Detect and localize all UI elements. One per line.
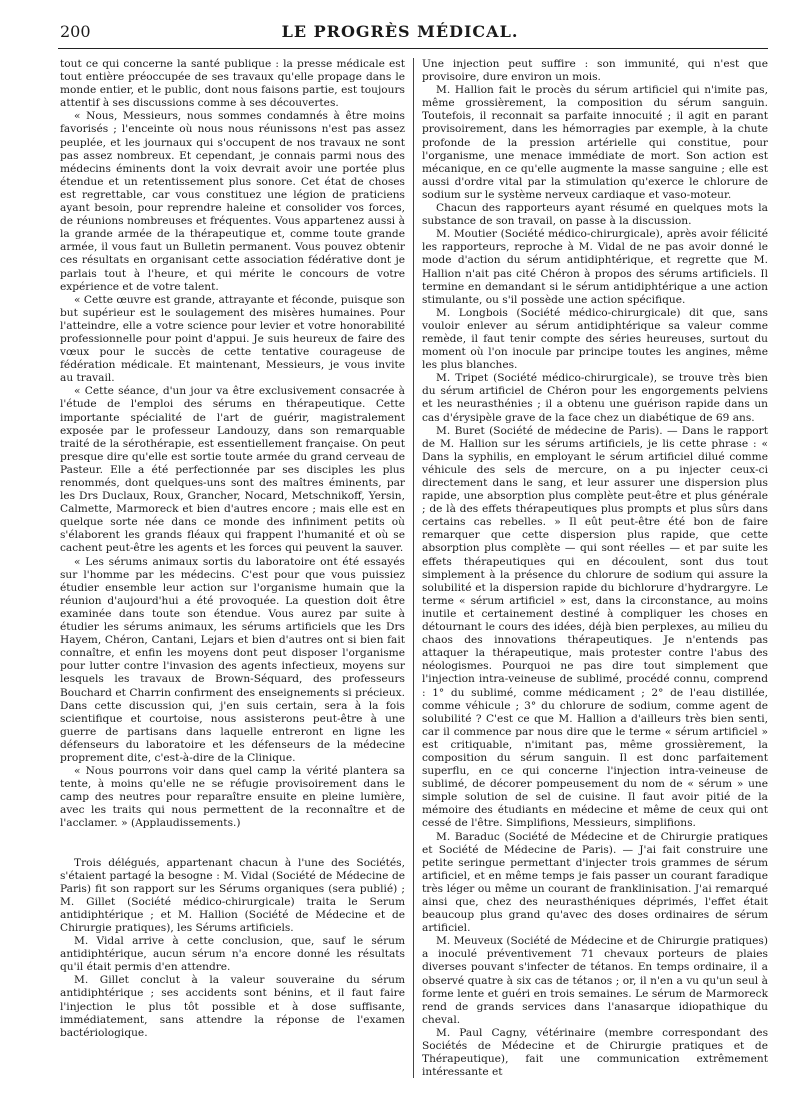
journal-title: LE PROGRÈS MÉDICAL.	[281, 22, 519, 41]
paragraph: M. Gillet conclut à la valeur souveraine du sérum antidiphtérique ; ses accidents sont bénins, et il faut faire l'injection le plus tôt possible et à dose suffisante, immédiatement, sans attendre la réponse de l'examen bactériologique.	[60, 974, 405, 1039]
column-divider	[413, 58, 414, 1078]
paragraph: M. Paul Cagny, vétérinaire (membre correspondant des Sociétés de Médecine et de Chirurgie pratiques et de Thérapeutique), fait une communication extrêmement intéressante et	[422, 1026, 768, 1079]
paragraph: Trois délégués, appartenant chacun à l'une des Sociétés, s'étaient partagé la besogne : M. Vidal (Société de Médecine de Paris) fit son rapport sur les Sérums organiques (sera publié) ; M. Gillet (Société médico-chirurgicale) traita le Serum antidiphtérique ; et M. Hallion (Société de Médecine et de Chirurgie pratiques), les Sérums artificiels.	[60, 856, 405, 934]
paragraph: M. Moutier (Société médico-chirurgicale), après avoir félicité les rapporteurs, reproche à M. Vidal de ne pas avoir donné le mode d'action du sérum antidiphtérique, et regrette que M. Hallion n'ait pas cité Chéron à propos des sérums artificiels. Il termine en demandant si le sérum antidiphtérique a une action stimulante, ou s'il possède une action spécifique.	[422, 228, 768, 306]
paragraph: M. Vidal arrive à cette conclusion, que, sauf le sérum antidiphtérique, aucun sérum n'a encore donné les résultats qu'il était permis d'en attendre.	[60, 935, 405, 974]
page-number: 200	[60, 22, 91, 41]
paragraph: M. Meuveux (Société de Médecine et de Chirurgie pratiques) a inoculé préventivement 71 chevaux porteurs de plaies diverses pouvant s'infecter de tétanos. En temps ordinaire, il a observé quatre à six cas de tétanos ; or, il n'en a vu qu'un seul à forme lente et guéri en trois semaines. Le sérum de Marmoreck rend de grands services dans l'anasarque idiopathique du cheval.	[422, 935, 768, 1026]
section-gap	[60, 831, 405, 857]
paragraph: « Les sérums animaux sortis du laboratoire ont été essayés sur l'homme par les médecins. C'est pour que vous puissiez étudier ensemble leur action sur l'organisme humain que la réunion d'aujourd'hui a été provoquée. La question doit être examinée dans toute son étendue. Vous aurez par suite à étudier les sérums animaux, les sérums artificiels que les Drs Hayem, Chéron, Cantani, Lejars et bien d'autres ont si bien fait connaître, et enfin les moyens dont peut disposer l'organisme pour lutter contre l'invasion des agents infectieux, moyens sur lesquels les travaux de Brown-Séquard, des professeurs Bouchard et Charrin confirment des enseignements si précieux. Dans cette discussion qui, j'en suis certain, sera à la fois scientifique et courtoise, nous assisterons peut-être à une guerre de partisans dans laquelle entreront en ligne les défenseurs du laboratoire et les défenseurs de la médecine proprement dite, c'est-à-dire de la Clinique.	[60, 555, 405, 764]
paragraph: M. Longbois (Société médico-chirurgicale) dit que, sans vouloir enlever au sérum antidiphtérique sa valeur comme remède, il faut tenir compte des séries heureuses, surtout du moment où l'on inocule par principe toutes les angines, même les plus blanches.	[422, 306, 768, 372]
left-column	[60, 58, 405, 1040]
header-rule	[58, 48, 768, 49]
paragraph: Chacun des rapporteurs ayant résumé en quelques mots la substance de son travail, on passe à la discussion.	[422, 202, 768, 228]
right-column	[422, 58, 768, 1079]
paragraph: « Nous, Messieurs, nous sommes condamnés à être moins favorisés ; l'enceinte où nous nous réunissons n'est pas assez peuplée, et les journaux qui s'occupent de nos travaux ne sont pas assez nombreux. Et cependant, je connais parmi nous des médecins éminents dont la voix devrait avoir une portée plus étendue et un retentissement plus sonore. Cet état de choses est regrettable, car vous constituez une légion de praticiens ayant besoin, pour reprendre haleine et consolider vos forces, de réunions nombreuses et fréquentes. Vous appartenez aussi à la grande armée de la thérapeutique et, comme toute grande armée, il vous faut un Bulletin permanent. Vous pouvez obtenir ces résultats en organisant cette association fédérative dont je parlais tout à l'heure, et qui mérite le concours de votre expérience et de votre talent.	[60, 110, 405, 293]
paragraph: « Cette œuvre est grande, attrayante et féconde, puisque son but supérieur est le soulagement des misères humaines. Pour l'atteindre, elle a votre science pour levier et votre honorabilité professionnelle pour point d'appui. Je suis heureux de faire des vœux pour le succès de cette tentative courageuse de fédération médicale. Et maintenant, Messieurs, je vous invite au travail.	[60, 293, 405, 385]
paragraph: M. Hallion fait le procès du sérum artificiel qui n'imite pas, même grossièrement, la composition du sérum sanguin. Toutefois, il reconnait sa parfaite innocuité ; il agit en parant provisoirement, dans les hémorragies par exemple, à la chute profonde de la pression artérielle qui constitue, pour l'organisme, une menace immédiate de mort. Son action est mécanique, en ce qu'elle augmente la masse sanguine ; elle est aussi d'ordre vital par la stimulation qu'exerce le chlorure de sodium sur le système nerveux cardiaque et vaso-moteur.	[422, 84, 768, 201]
page-header	[0, 22, 800, 46]
paragraph: « Nous pourrons voir dans quel camp la vérité plantera sa tente, à moins qu'elle ne se réfugie provisoirement dans le camp des neutres pour reparaître ensuite en pleine lumière, avec les traits qui nous permettent de la reconnaître et de l'acclamer. » (Applaudissements.)	[60, 765, 405, 830]
paragraph: M. Baraduc (Société de Médecine et de Chirurgie pratiques et Société de Médecine de Paris). — J'ai fait construire une petite seringue permettant d'injecter trois grammes de sérum artificiel, et en même temps je fais passer un courant faradique très léger ou même un courant de franklinisation. J'ai remarqué ainsi que, chez des neurasthéniques déprimés, l'effet était beaucoup plus grand qu'avec des doses ordinaires de sérum artificiel.	[422, 830, 768, 935]
paragraph: « Cette séance, d'un jour va être exclusivement consacrée à l'étude de l'emploi des sérums en thérapeutique. Cette importante spécialité de l'art de guérir, magistralement exposée par le professeur Landouzy, dans son remarquable traité de la sérothérapie, est essentiellement française. On peut presque dire qu'elle est sortie toute armée du grand cerveau de Pasteur. Elle a été perfectionnée par ses disciples les plus renommés, dont quelques-uns sont des maîtres éminents, par les Drs Duclaux, Roux, Grancher, Nocard, Metschnikoff, Yersin, Calmette, Marmoreck et bien d'autres encore ; mais elle est en quelque sorte née dans ce monde des infiniment petits où s'élaborent les grands fléaux qui frappent l'humanité et où se cachent peut-être les agents et les forces qui peuvent la sauver.	[60, 385, 405, 555]
paragraph: tout ce qui concerne la santé publique : la presse médicale est tout entière préoccupée de ses travaux qu'elle propage dans le monde entier, et le public, dont nous faisons partie, est toujours attentif à ses discussions comme à ses découvertes.	[60, 58, 405, 110]
paragraph: M. Buret (Société de médecine de Paris). — Dans le rapport de M. Hallion sur les sérums artificiels, je lis cette phrase : « Dans la syphilis, en employant le sérum artificiel dilué comme véhicule des sels de mercure, on a pu injecter ceux-ci directement dans le sang, et leur assurer une dispersion plus rapide, une absorption plus complète peut-être et plus générale ; de là des effets thérapeutiques plus prompts et plus sûrs dans certains cas rebelles. » Il eût peut-être été bon de faire remarquer que cette dispersion plus rapide, que cette absorption plus complète — qui sont réelles — et par suite les effets thérapeutiques qui en découlent, sont dus tout simplement à la présence du chlorure de sodium qui assure la solubilité et la dispersion rapide du bichlorure d'hydrargyre. Le terme « sérum artificiel » est, dans la circonstance, au moins inutile et certainement destiné à compliquer les choses en détournant le cours des idées, déjà bien perplexes, au milieu du chaos des innovations thérapeutiques. Je n'entends pas attaquer la thérapeutique, mais protester contre l'abus des néologismes. Pourquoi ne pas dire tout simplement que l'injection intra-veineuse de sublimé, procédé connu, comprend : 1° du sublimé, comme médicament ; 2° de l'eau distillée, comme véhicule ; 3° du chlorure de sodium, comme agent de solubilité ? C'est ce que M. Hallion a d'ailleurs très bien senti, car il commence par nous dire que le terme « sérum artificiel » est critiquable, n'imitant pas, même grossièrement, la composition du sérum sanguin. Il est donc parfaitement superflu, en ce qui concerne l'injection intra-veineuse de sublimé, de décorer pompeusement du nom de « sérum » une simple solution de sel de cuisine. Il faut avoir pitié de la mémoire des étudiants en médecine et même de ceux qui ont cessé de l'être. Simplifions, Messieurs, simplifions.	[422, 424, 768, 830]
paragraph: Une injection peut suffire : son immunité, qui n'est que provisoire, dure environ un mois.	[422, 58, 768, 84]
paragraph: M. Tripet (Société médico-chirurgicale), se trouve très bien du sérum artificiel de Chéron pour les engorgements pelviens et les neurasthénies ; il a obtenu une guérison rapide dans un cas d'érysipèle grave de la face chez un diabétique de 69 ans.	[422, 372, 768, 424]
